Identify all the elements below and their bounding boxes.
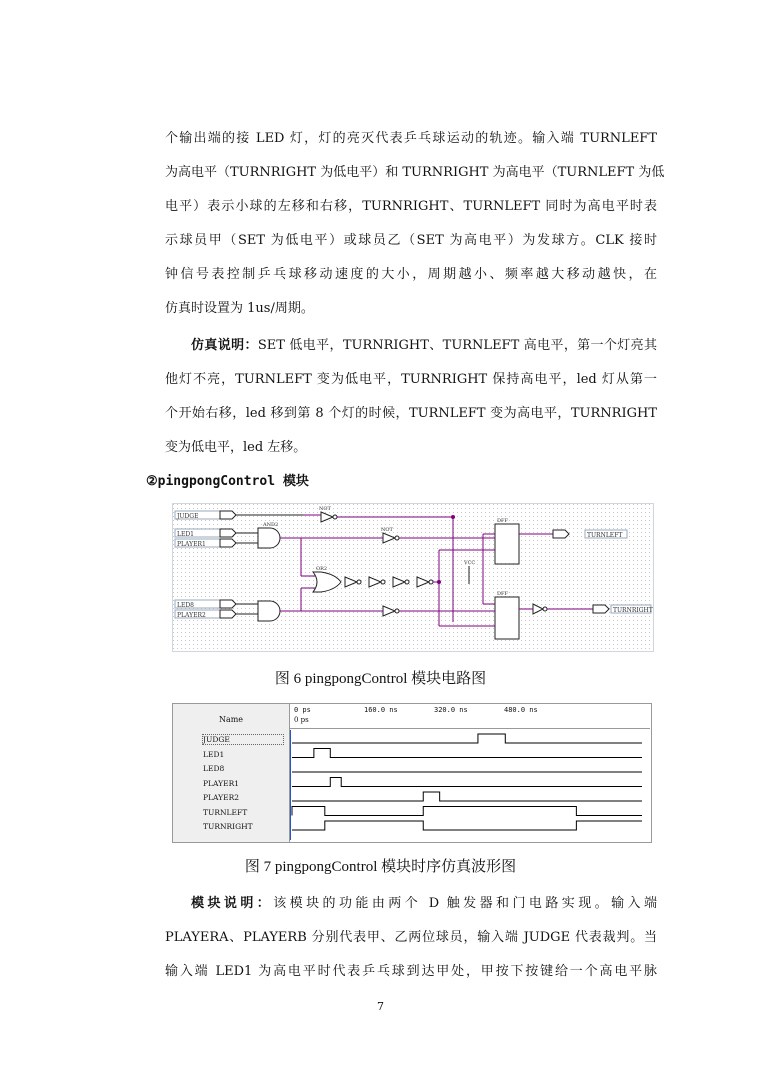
section-heading: ②pingpongControl 模块 xyxy=(146,474,309,489)
text-line-rest: SET 低电平，TURNRIGHT、TURNLEFT 高电平，第一个灯亮其 xyxy=(257,338,657,353)
dff-label: DFF xyxy=(497,518,508,524)
label-judge: JUDGE xyxy=(177,513,199,520)
signal-name[interactable]: TURNLEFT xyxy=(203,807,248,817)
text-line: 个开始右移，led 移到第 8 个灯的时候，TURNLEFT 变为高电平，TURNRIGHT xyxy=(165,406,657,421)
figure7-caption: 图 7 pingpongControl 模块时序仿真波形图 xyxy=(244,859,517,875)
waveform-plot xyxy=(290,730,650,840)
simulation-label: 仿真说明： xyxy=(191,338,258,353)
label-player2: PLAYER2 xyxy=(177,612,206,619)
text-line xyxy=(165,887,657,921)
time-mark: 160.0 ns xyxy=(364,706,398,714)
not-label: NOT xyxy=(381,527,393,533)
module-label: 模块说明： xyxy=(191,896,274,911)
and-label: AND2 xyxy=(263,522,279,528)
waveform-trace xyxy=(292,734,642,743)
text-line: 仿真时设置为 1us/周期。 xyxy=(165,301,314,316)
paragraph-intro xyxy=(165,122,665,326)
label-led8: LED8 xyxy=(177,602,194,609)
text-line xyxy=(165,329,657,363)
dff-1 xyxy=(495,524,519,564)
text-line: 钟信号表控制乒乓球移动速度的大小，周期越小、频率越大移动越快，在 xyxy=(165,267,657,282)
waveform-trace xyxy=(292,807,642,816)
circuit-svg xyxy=(173,504,653,651)
label-turnright: TURNRIGHT xyxy=(613,607,653,614)
label-led1: LED1 xyxy=(177,531,194,538)
circuit-diagram xyxy=(172,503,654,652)
name-header: Name xyxy=(218,715,244,724)
label-turnleft: TURNLEFT xyxy=(587,532,623,539)
signal-name[interactable]: TURNRIGHT xyxy=(203,822,253,831)
text-line: 为高电平（TURNRIGHT 为低电平）和 TURNRIGHT 为高电平（TURNLEFT 为低 xyxy=(165,165,665,180)
signal-name[interactable]: LED8 xyxy=(203,764,225,773)
text-line: 变为低电平，led 左移。 xyxy=(165,440,307,455)
text-line-rest: 该模块的功能由两个 D 触发器和门电路实现。输入端 xyxy=(273,896,657,911)
time-mark: 480.0 ns xyxy=(504,706,538,714)
paragraph-module xyxy=(165,887,657,989)
signal-name[interactable]: LED1 xyxy=(203,749,225,759)
time-header-origin: 0 ps xyxy=(294,716,309,724)
dff-2 xyxy=(495,597,519,639)
label-player1: PLAYER1 xyxy=(177,541,206,548)
text-line: 电平）表示小球的左移和右移，TURNRIGHT、TURNLEFT 同时为高电平时表 xyxy=(165,199,657,214)
text-line: 他灯不亮，TURNLEFT 变为低电平，TURNRIGHT 保持高电平，led 灯从第一 xyxy=(165,372,657,387)
text-line: 个输出端的接 LED 灯，灯的亮灭代表乒乓球运动的轨迹。输入端 TURNLEFT xyxy=(165,131,657,146)
or-label: OR2 xyxy=(316,566,328,572)
text-line: 输入端 LED1 为高电平时代表乒乓球到达甲处，甲按下按键给一个高电平脉 xyxy=(165,964,657,979)
waveform-trace xyxy=(292,749,642,758)
name-column xyxy=(173,704,290,842)
signal-name[interactable]: PLAYER1 xyxy=(203,778,239,788)
dff-label: DFF xyxy=(497,591,508,597)
waveform-trace xyxy=(292,778,642,787)
time-header-row xyxy=(290,704,650,729)
waveform-trace xyxy=(292,792,642,801)
text-line: 示球员甲（SET 为低电平）或球员乙（SET 为高电平）为发球方。CLK 接时 xyxy=(165,233,657,248)
waveform-trace xyxy=(292,821,642,830)
figure6-caption: 图 6 pingpongControl 模块电路图 xyxy=(274,671,487,687)
paragraph-simulation xyxy=(165,329,657,465)
signal-name[interactable]: PLAYER2 xyxy=(203,793,239,802)
signal-name[interactable]: JUDGE xyxy=(203,735,283,744)
text-line: PLAYERA、PLAYERB 分别代表甲、乙两位球员，输入端 JUDGE 代表裁判。当 xyxy=(165,930,657,945)
page-number: 7 xyxy=(377,1000,384,1013)
time-mark: 0 ps xyxy=(294,706,311,714)
waveform-viewer xyxy=(172,703,652,843)
time-mark: 320.0 ns xyxy=(434,706,468,714)
vcc-label: VCC xyxy=(464,560,476,566)
not-label: NOT xyxy=(319,506,331,512)
